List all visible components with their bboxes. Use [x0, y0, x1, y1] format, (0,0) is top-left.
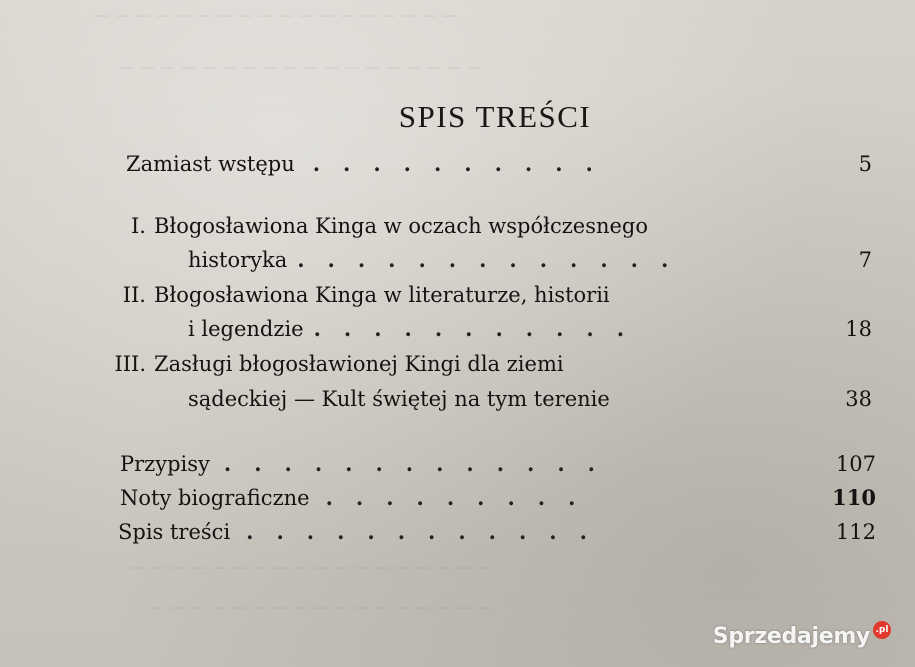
toc-entry-page: 5	[858, 152, 872, 176]
dot-leader: ............	[246, 519, 610, 544]
toc-entry-chapter-1-cont	[188, 246, 691, 274]
toc-entry-intro	[126, 150, 616, 178]
toc-entry-label: Spis treści	[118, 520, 231, 544]
toc-entry-label-cont: historyka	[188, 248, 288, 272]
toc-entry-label: Zasługi błogosławionej Kingi dla ziemi	[154, 352, 564, 376]
toc-entry-page: 18	[845, 317, 872, 341]
toc-entry-page: 38	[845, 387, 872, 411]
bleed-through-text: — — — — — — — — — — — — — — — — —	[150, 600, 493, 616]
dot-leader: ...........	[313, 316, 648, 341]
toc-entry-label-cont: i legendzie	[188, 317, 304, 341]
toc-entry-chapter-3-cont	[188, 385, 610, 413]
toc-entry-label: Błogosławiona Kinga w literaturze, historii	[154, 283, 610, 307]
bleed-through-text: — — — — — — — — — — — — — — — — — —	[95, 8, 458, 24]
toc-entry-chapter-1	[112, 212, 648, 240]
dot-leader: ..........	[312, 151, 616, 176]
chapter-number: II.	[122, 283, 146, 307]
chapter-number: I.	[131, 214, 146, 238]
toc-entry-label-cont: sądeckiej — Kult świętej na tym terenie	[188, 387, 610, 411]
toc-entry-page: 7	[858, 248, 872, 272]
watermark-badge: .pl	[873, 621, 891, 639]
dot-leader: .............	[297, 247, 692, 272]
toc-entry-contents	[118, 518, 610, 546]
bleed-through-text: — — — — — — — — — — — — — — — — — —	[120, 60, 483, 76]
toc-entry-page: 110	[832, 485, 876, 510]
bleed-through-text: — — — — — — — — — — — — — — — — — —	[130, 560, 493, 576]
toc-entry-chapter-2	[112, 281, 610, 309]
toc-entry-notes	[120, 450, 618, 478]
toc-entry-page: 107	[835, 452, 876, 476]
watermark-logo	[713, 624, 891, 649]
watermark-text: Sprzedajemy	[712, 624, 870, 649]
toc-entry-label: Błogosławiona Kinga w oczach współczesnego	[154, 214, 649, 238]
dot-leader: .............	[223, 451, 618, 476]
toc-entry-biographies	[120, 484, 598, 512]
dot-leader: .........	[325, 485, 599, 510]
toc-entry-label: Noty biograficzne	[120, 486, 310, 510]
toc-entry-label: Zamiast wstępu	[126, 152, 295, 176]
toc-entry-label: Przypisy	[120, 452, 210, 476]
toc-entry-chapter-3	[112, 350, 564, 378]
toc-entry-page: 112	[835, 520, 876, 544]
toc-entry-chapter-2-cont	[188, 315, 647, 343]
page-title: SPIS TREŚCI	[398, 98, 592, 134]
chapter-number: III.	[114, 352, 146, 376]
